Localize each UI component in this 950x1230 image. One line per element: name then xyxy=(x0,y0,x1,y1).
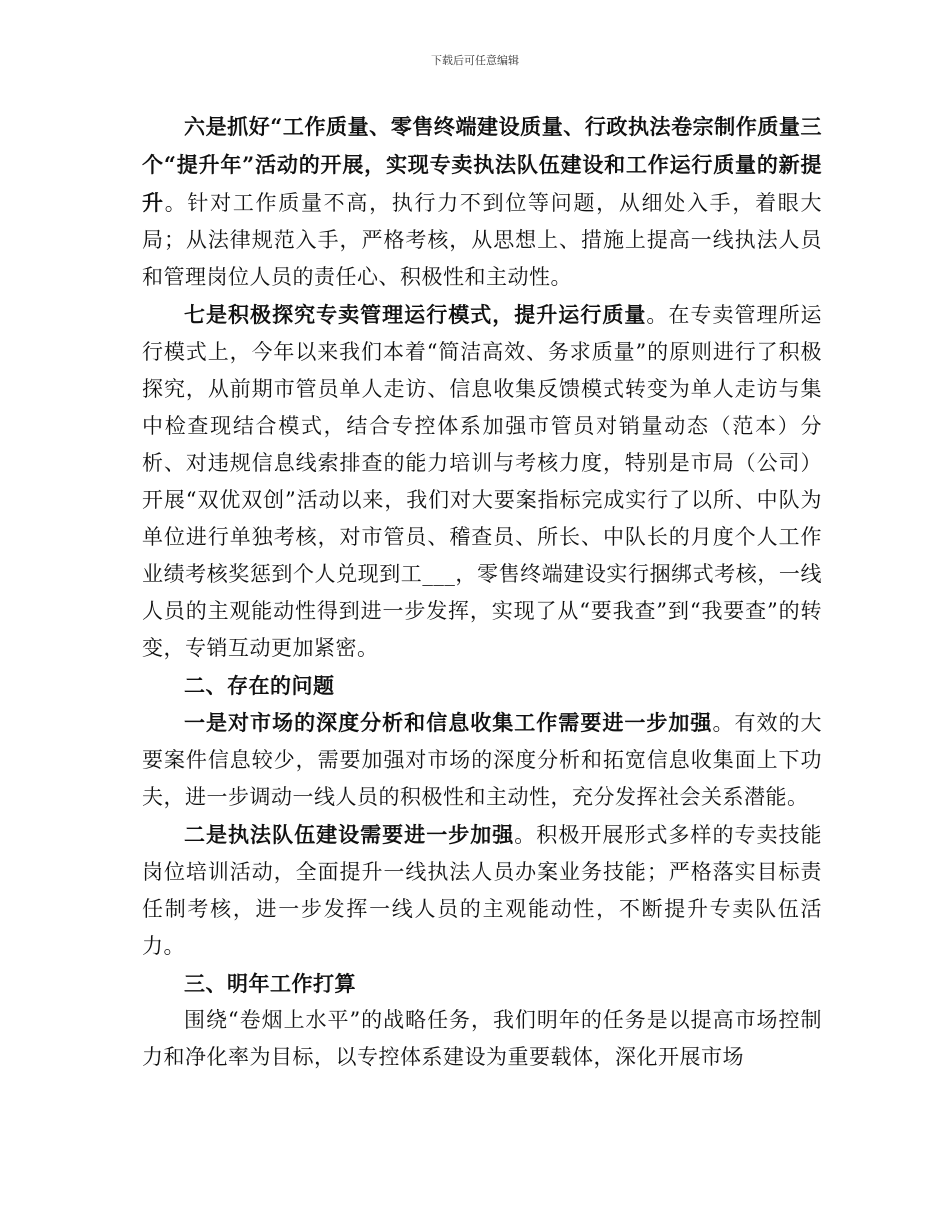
paragraph-problem-1 xyxy=(142,704,822,816)
paragraph-lead: 六是抓好“工作质量、零售终端建设质量、行政执法卷宗制作质量三个“提升年”活动的开展，实现专卖执法队伍建设和工作运行质量的新提升 xyxy=(142,114,822,215)
paragraph-plan: 围绕“卷烟上水平”的战略任务，我们明年的任务是以提高市场控制力和净化率为目标，以专控体系建设为重要载体，深化开展市场 xyxy=(142,1008,822,1069)
paragraph-body: 。积极开展形式多样的专卖技能岗位培训活动，全面提升一线执法人员办案业务技能；严格落实目标责任制考核，进一步发挥一线人员的主观能动性，不断提升专卖队伍活力。 xyxy=(142,823,823,958)
document-body xyxy=(142,108,822,1076)
section-heading-problems: 二、存在的问题 xyxy=(184,673,335,698)
paragraph-lead: 一是对市场的深度分析和信息收集工作需要进一步加强 xyxy=(184,710,713,735)
page-header: 下载后可任意编辑 xyxy=(431,54,519,67)
section-heading-plan: 三、明年工作打算 xyxy=(184,971,356,996)
paragraph-item-7 xyxy=(142,296,822,667)
paragraph-body: 。有效的大要案件信息较少，需要加强对市场的深度分析和拓宽信息收集面上下功夫，进一步调动一线人员的积极性和主动性，充分发挥社会关系潜能。 xyxy=(142,711,823,809)
paragraph-body: 。在专卖管理所运行模式上，今年以来我们本着“简洁高效、务求质量”的原则进行了积极探究，从前期市管员单人走访、信息收集反馈模式转变为单人走访与集中检查现结合模式，结合专控体系加强市管员对销量动态（范本）分析、对违规信息线索排查的能力培训与考核力度，特别是市局（公司）开展“双优双创”活动以来，我们对大要案指标完成实行了以所、中队为单位进行单独考核，对市管员、稽查员、所长、中队长的月度个人工作业绩考核奖惩到个人兑现到工___，零售终端建设实行捆绑式考核，一线人员的主观能动性得到进一步发挥，实现了从“要我查”到“我要查”的转变，专销互动更加紧密。 xyxy=(142,303,822,660)
paragraph-lead: 二是执法队伍建设需要进一步加强 xyxy=(184,822,515,847)
paragraph-lead: 七是积极探究专卖管理运行模式，提升运行质量 xyxy=(184,302,647,327)
paragraph-problem-2 xyxy=(142,816,822,965)
paragraph-body: 。针对工作质量不高，执行力不到位等问题，从细处入手，着眼大局；从法律规范入手，严格考核，从思想上、措施上提高一线执法人员和管理岗位人员的责任心、积极性和主动性。 xyxy=(142,191,823,289)
paragraph-item-6 xyxy=(142,108,822,296)
